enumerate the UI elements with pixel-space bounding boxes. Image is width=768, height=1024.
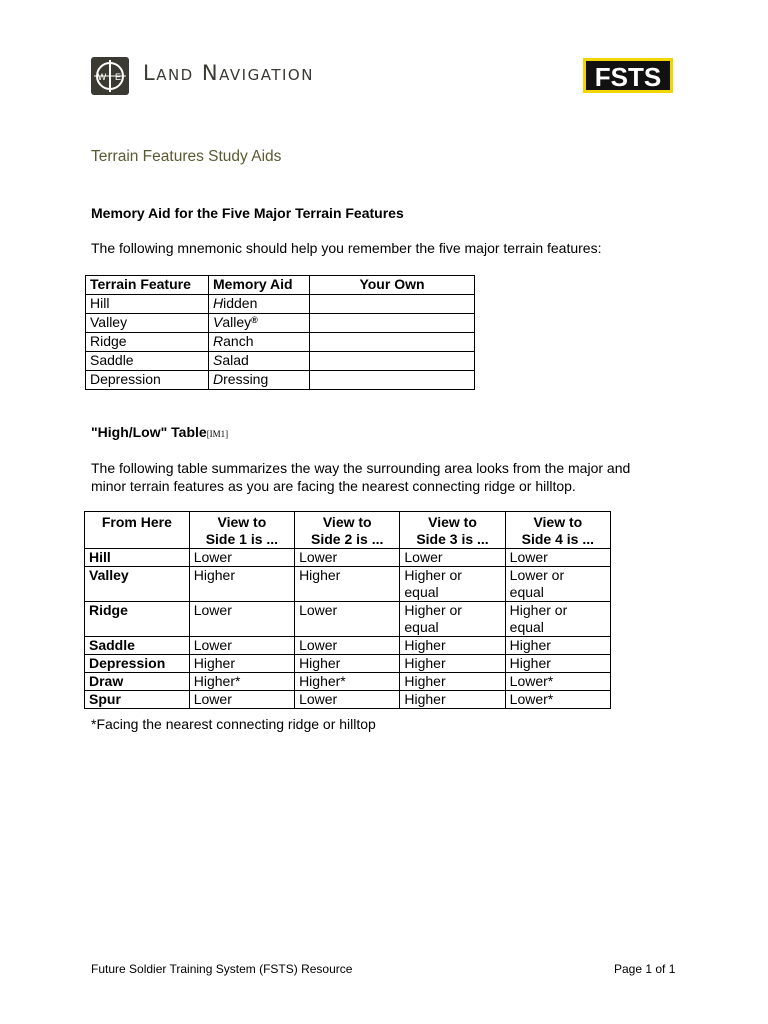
section-heading-memory-aid: Memory Aid for the Five Major Terrain Features <box>91 205 404 221</box>
terrain-feature-cell: Saddle <box>85 637 190 655</box>
view-value-cell <box>189 549 294 567</box>
table-footnote: *Facing the nearest connecting ridge or hilltop <box>91 716 376 732</box>
view-value-cell <box>295 691 400 709</box>
view-value-cell <box>400 637 505 655</box>
table-row <box>86 371 475 390</box>
view-value-cell <box>505 655 610 673</box>
memory-aid-rest: alad <box>222 352 249 368</box>
view-value-line: Higher* <box>299 673 346 689</box>
comment-annotation: [IM1] <box>206 429 229 439</box>
terrain-feature-cell: Ridge <box>85 602 190 637</box>
terrain-feature-cell: Hill <box>86 295 209 314</box>
view-value-cell <box>189 637 294 655</box>
view-value-line: Lower <box>193 602 232 618</box>
high-low-heading-text: "High/Low" Table <box>91 424 207 440</box>
column-header-line2: Side 1 is ... <box>205 531 279 547</box>
view-value-line: Higher <box>193 567 235 583</box>
view-value-cell <box>505 637 610 655</box>
document-title: Terrain Features Study Aids <box>91 148 282 165</box>
table-row <box>85 549 611 567</box>
column-header <box>505 512 610 549</box>
memory-aid-intro: The following mnemonic should help you remember the five major terrain features: <box>91 240 602 256</box>
column-header: Your Own <box>310 276 475 295</box>
table-row <box>86 295 475 314</box>
memory-aid-rest: ressing <box>223 371 269 387</box>
your-own-cell <box>310 295 475 314</box>
view-value-line: Lower or <box>509 567 565 583</box>
column-header-line2: Side 4 is ... <box>521 531 595 547</box>
table-row <box>85 691 611 709</box>
view-value-cell <box>400 567 505 602</box>
table-row <box>86 352 475 371</box>
view-value-cell <box>505 691 610 709</box>
memory-aid-cell <box>209 295 310 314</box>
high-low-table <box>84 511 611 709</box>
view-value-line: equal <box>509 619 544 635</box>
terrain-feature-cell: Draw <box>85 673 190 691</box>
memory-aid-cell <box>209 314 310 333</box>
table-row <box>86 314 475 333</box>
svg-text:W: W <box>97 72 107 82</box>
view-value-line: Higher <box>404 637 446 653</box>
view-value-line: Lower <box>193 549 232 565</box>
view-value-cell <box>189 673 294 691</box>
memory-aid-rest: alley <box>222 314 252 330</box>
view-value-cell <box>189 567 294 602</box>
view-value-cell <box>295 567 400 602</box>
section-heading-high-low <box>91 424 228 440</box>
view-value-cell <box>505 549 610 567</box>
view-value-cell <box>400 691 505 709</box>
terrain-feature-cell: Saddle <box>86 352 209 371</box>
view-value-line: Lower <box>193 691 232 707</box>
column-header <box>189 512 294 549</box>
column-header: Memory Aid <box>209 276 310 295</box>
memory-aid-first-letter: D <box>213 371 224 387</box>
memory-aid-first-letter: R <box>213 333 224 349</box>
view-value-line: Higher <box>509 637 551 653</box>
view-value-line: Lower <box>404 549 443 565</box>
view-value-cell <box>505 602 610 637</box>
view-value-line: Lower <box>299 549 338 565</box>
terrain-feature-cell: Valley <box>86 314 209 333</box>
view-value-cell <box>189 691 294 709</box>
view-value-cell <box>295 602 400 637</box>
view-value-line: Higher <box>404 655 446 671</box>
column-header-line1: View to <box>217 514 267 530</box>
view-value-line: Lower <box>193 637 232 653</box>
view-value-line: Lower <box>509 549 548 565</box>
view-value-cell <box>295 549 400 567</box>
high-low-intro-line1: The following table summarizes the way the surrounding area looks from the major and <box>91 460 631 476</box>
view-value-cell <box>295 673 400 691</box>
terrain-feature-cell: Hill <box>85 549 190 567</box>
view-value-line: Lower <box>299 637 338 653</box>
column-header-line1: View to <box>533 514 583 530</box>
view-value-cell <box>189 655 294 673</box>
view-value-line: Higher or <box>404 602 462 618</box>
view-value-cell <box>189 602 294 637</box>
view-value-line: Higher <box>404 691 446 707</box>
column-header <box>85 512 190 549</box>
header-title: Land Navigation <box>143 61 314 85</box>
table-row <box>85 673 611 691</box>
view-value-line: equal <box>404 619 439 635</box>
memory-aid-table <box>85 275 475 390</box>
memory-aid-first-letter: H <box>213 295 224 311</box>
memory-aid-cell <box>209 352 310 371</box>
memory-aid-first-letter: V <box>213 314 223 330</box>
svg-text:FSTS: FSTS <box>594 62 662 92</box>
view-value-cell <box>295 655 400 673</box>
svg-text:E: E <box>114 72 122 82</box>
high-low-intro-line2: minor terrain features as you are facing the nearest connecting ridge or hilltop. <box>91 478 576 494</box>
footer-resource-label: Future Soldier Training System (FSTS) Resource <box>91 962 353 976</box>
view-value-line: Higher <box>193 655 235 671</box>
view-value-line: Higher or <box>404 567 462 583</box>
view-value-cell <box>400 602 505 637</box>
memory-aid-cell <box>209 333 310 352</box>
terrain-feature-cell: Spur <box>85 691 190 709</box>
compass-logo-icon <box>91 57 129 95</box>
your-own-cell <box>310 314 475 333</box>
terrain-feature-cell: Depression <box>86 371 209 390</box>
table-row <box>85 602 611 637</box>
memory-aid-cell <box>209 371 310 390</box>
your-own-cell <box>310 333 475 352</box>
table-header-row <box>85 512 611 549</box>
column-header <box>400 512 505 549</box>
memory-aid-rest: idden <box>223 295 258 311</box>
view-value-line: Higher <box>299 655 341 671</box>
terrain-feature-cell: Valley <box>85 567 190 602</box>
column-header-line1: From Here <box>101 514 172 530</box>
column-header <box>295 512 400 549</box>
table-row <box>85 655 611 673</box>
memory-aid-rest: anch <box>223 333 254 349</box>
registered-mark: ® <box>251 315 258 325</box>
view-value-cell <box>400 673 505 691</box>
view-value-line: Higher or <box>509 602 568 618</box>
view-value-line: Higher <box>404 673 446 689</box>
view-value-line: Higher* <box>193 673 241 689</box>
view-value-line: Higher <box>299 567 341 583</box>
memory-aid-first-letter: S <box>213 352 223 368</box>
column-header-line2: Side 2 is ... <box>311 531 384 547</box>
view-value-line: Lower <box>299 691 338 707</box>
your-own-cell <box>310 352 475 371</box>
column-header-line1: View to <box>428 514 477 530</box>
footer-page-number: Page 1 of 1 <box>614 962 676 976</box>
column-header-line2: Side 3 is ... <box>416 531 489 547</box>
view-value-line: Lower* <box>509 691 554 707</box>
view-value-line: equal <box>404 584 439 600</box>
view-value-cell <box>505 567 610 602</box>
view-value-line: equal <box>509 584 544 600</box>
view-value-line: Lower <box>299 602 338 618</box>
view-value-cell <box>400 655 505 673</box>
fsts-badge-logo-icon <box>583 58 673 93</box>
column-header-line1: View to <box>322 514 372 530</box>
table-header-row <box>86 276 475 295</box>
view-value-cell <box>295 637 400 655</box>
view-value-line: Lower* <box>509 673 554 689</box>
table-row <box>85 637 611 655</box>
column-header: Terrain Feature <box>86 276 209 295</box>
view-value-line: Higher <box>509 655 551 671</box>
table-row <box>86 333 475 352</box>
view-value-cell <box>505 673 610 691</box>
your-own-cell <box>310 371 475 390</box>
terrain-feature-cell: Ridge <box>86 333 209 352</box>
terrain-feature-cell: Depression <box>85 655 190 673</box>
view-value-cell <box>400 549 505 567</box>
table-row <box>85 567 611 602</box>
